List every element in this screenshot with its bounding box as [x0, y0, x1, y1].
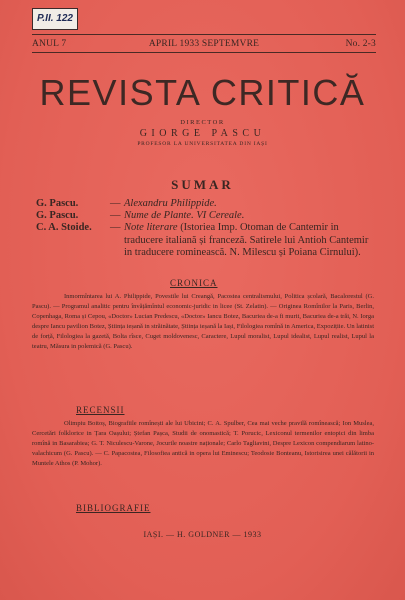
recensii-heading: RECENSII: [76, 405, 125, 415]
imprint-footer: IAȘI. — H. GOLDNER — 1933: [143, 530, 262, 539]
toc-title: [124, 210, 376, 222]
toc-dash: —: [110, 222, 121, 234]
toc-dash: —: [110, 210, 121, 222]
toc-title-italic: Note literare: [124, 222, 178, 234]
table-of-contents: [36, 198, 376, 259]
toc-title-italic: Alexandru Philippide.: [124, 198, 217, 209]
toc-author: G. Pascu.: [36, 198, 79, 209]
issue-rule: [32, 52, 376, 53]
bibliografie-heading: BIBLIOGRAFIE: [76, 503, 151, 513]
toc-entry: [36, 210, 376, 222]
issue-number: No. 2-3: [345, 39, 376, 49]
toc-author: G. Pascu.: [36, 210, 79, 222]
toc-entry: [36, 222, 376, 259]
director-label: DIRECTOR: [180, 119, 225, 126]
toc-dash: —: [110, 198, 121, 209]
issue-year: ANUL 7: [32, 39, 67, 49]
cronica-heading: CRONICA: [170, 278, 218, 288]
toc-title: [124, 222, 376, 259]
issue-date: APRIL 1933 SEPTEMVRE: [148, 39, 260, 49]
toc-title-detail: (Istoriea Imp. Otoman de Cantemir in traducere italiană și franceză. Satirele lui Antioh Cantemir in traducere rominească. N. Milescu și Poiana Cirnului).: [124, 222, 369, 258]
toc-title: [124, 198, 376, 210]
sumar-heading: SUMAR: [171, 177, 234, 192]
toc-author: C. A. Stoide.: [36, 222, 92, 234]
cronica-text: Inmormîntarea lui A. Philippide, Povestile lui Creangă, Pacostea centralismului, Politica școlară, Bacalorestul (G. Pascu). — Programul analitic pentru învățămîntul economic-juridic in licee (St. Zelatin). — Originea Romînilor la Paris, Berlin, Copenhaga, Roma și Cepou, «Doctor» Lucian Predescu, «Doctor» Iancu Botez, Bacuriea de-a fi murit, Bacuriea de-a trăi, N. Iorga despre Iancu pavilion Botez, Știința ieșană in străinătate, Știința ieșană la Iași, Filologiea romînă in America, Expozițiie. Un latinist de forță, Filologiea la gazetă, Bolta rîsce, Cuget moldovenesc, Caractere, Lupul moralist, Lupul idealist, Lupul realist, Lupul la teatru, Măsura in polemică (G. Pascu).: [32, 293, 374, 350]
toc-title-italic: Nume de Plante. VI Cereale.: [124, 210, 245, 222]
toc-entry: [36, 198, 376, 210]
director-role: PROFESOR LA UNIVERSITATEA DIN IAȘI: [137, 141, 268, 147]
recensii-text: Olimpiu Boitoș, Biografiile romînești ale lui Ubicini; C. A. Spulber, Cea mai veche pravilă romînească; Ion Muslea, Cercetări folklorice in Țara Oașului; Ștefan Pașca, Studii de onomastică; T. Porucic, Lexiconul termenilor entopici din limba romînă in Basarabiea; G. T. Niculescu-Varone, Jocurile noastre naționale; Carlo Tagliavini, Despre Lexicon compendiarum latino-valachicum (G. Pascu). — C. Papacostea, Filosofiea antică in opera lui Eminescu; Teodosie Bonteanu, Istorisirea unei călătorii in Muntele Athos (P. Mohor).: [32, 420, 374, 467]
library-stamp: P.II. 122: [32, 8, 78, 30]
journal-title: REVISTA CRITICĂ: [39, 72, 366, 113]
director-name: GIORGE PASCU: [139, 128, 266, 139]
top-rule: [32, 34, 376, 35]
